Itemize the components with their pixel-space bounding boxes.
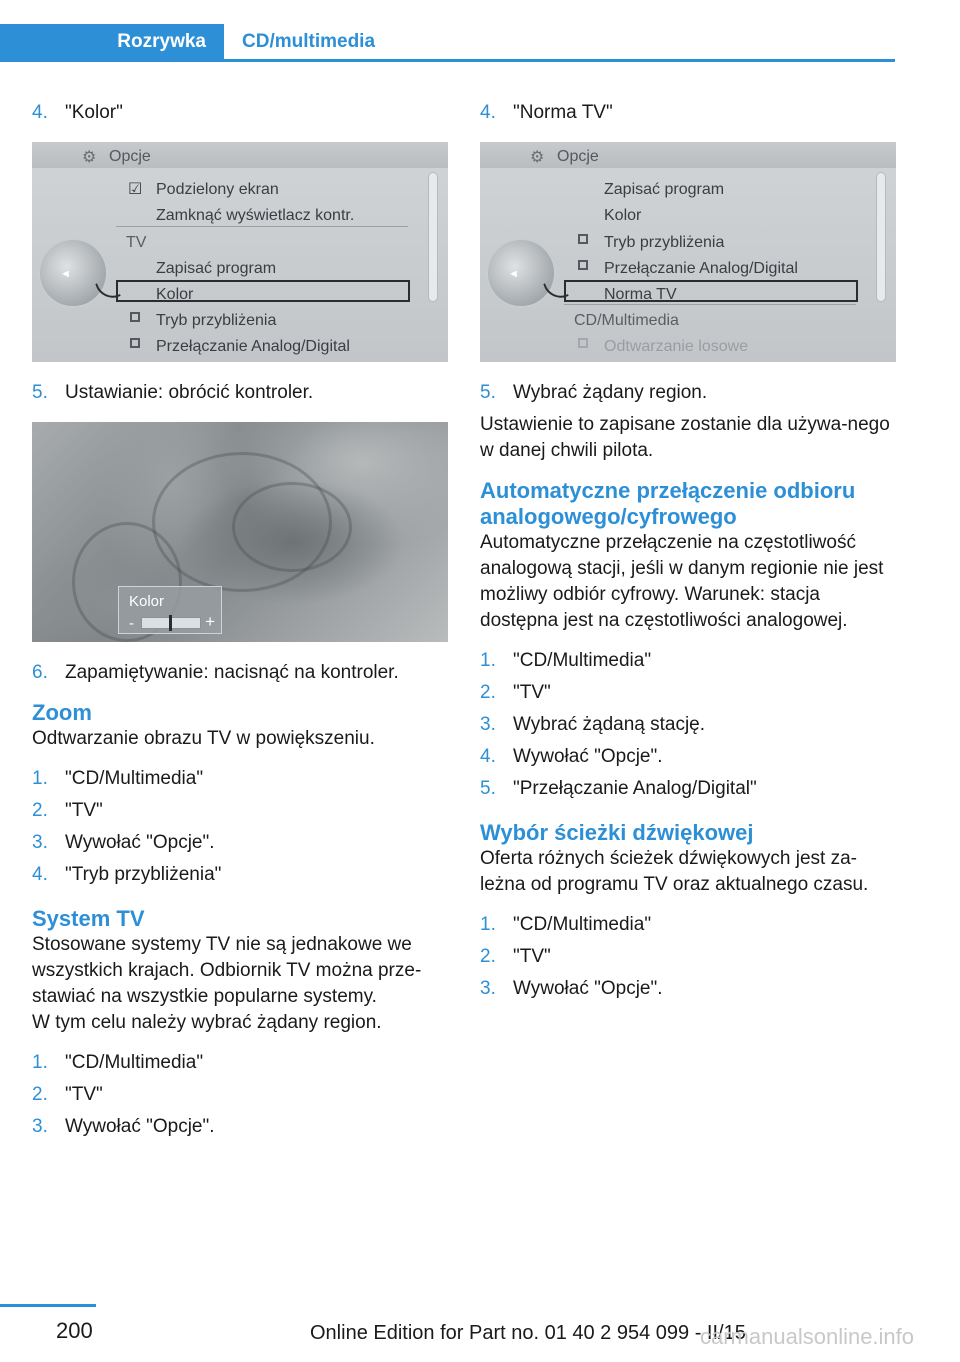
list-item bbox=[480, 912, 896, 938]
step-number: 1. bbox=[32, 768, 48, 789]
menu-item[interactable]: Zapisać program bbox=[156, 260, 277, 277]
step-text: "CD/Multimedia" bbox=[65, 768, 204, 789]
list-item bbox=[480, 712, 896, 738]
audio-body: Oferta różnych ścieżek dźwiękowych jest za-leżna od programu TV oraz aktualnego czasu. bbox=[480, 848, 869, 895]
list-item bbox=[480, 976, 896, 1002]
system-steps bbox=[32, 1050, 448, 1140]
step-text: Wywołać "Opcje". bbox=[513, 978, 663, 999]
step-number: 2. bbox=[32, 800, 48, 821]
options-screen-tv-norm bbox=[480, 142, 896, 362]
left-arrow-icon: ◄ bbox=[60, 268, 71, 280]
options-icon: ⚙ bbox=[82, 149, 97, 166]
step-text: "CD/Multimedia" bbox=[513, 650, 652, 671]
tab-cd-multimedia[interactable]: CD/multimedia bbox=[242, 31, 376, 52]
controller-knob-icon bbox=[486, 238, 556, 308]
audio-steps bbox=[480, 912, 896, 1002]
section-heading-auto-switch: Automatyczne przełączenie odbioru analogowego/cyfrowego bbox=[480, 478, 856, 529]
step-item bbox=[480, 100, 896, 126]
step-item bbox=[480, 380, 896, 406]
header-tabbar bbox=[0, 24, 895, 62]
step-text: "Kolor" bbox=[65, 102, 123, 123]
list-item bbox=[480, 744, 896, 770]
step-text: Ustawianie: obrócić kontroler. bbox=[65, 382, 314, 403]
footer-accent-line bbox=[0, 1304, 96, 1307]
list-item bbox=[32, 766, 448, 792]
menu-item[interactable]: Przełączanie Analog/Digital bbox=[604, 260, 798, 277]
menu-item[interactable]: Zamknąć wyświetlacz kontr. bbox=[156, 207, 355, 224]
list-item bbox=[32, 1050, 448, 1076]
menu-item[interactable]: Przełączanie Analog/Digital bbox=[156, 338, 350, 355]
step-text: "TV" bbox=[65, 800, 103, 821]
step-number: 4. bbox=[32, 864, 48, 885]
checkbox-icon bbox=[578, 338, 588, 348]
menu-item[interactable]: Podzielony ekran bbox=[156, 181, 279, 198]
auto-steps bbox=[480, 648, 896, 802]
minus-icon: - bbox=[129, 615, 134, 632]
list-item bbox=[480, 648, 896, 674]
step-item bbox=[32, 660, 448, 686]
check-icon: ☑ bbox=[128, 181, 143, 198]
system-body-2: W tym celu należy wybrać żądany region. bbox=[32, 1012, 382, 1033]
menu-item[interactable]: Kolor bbox=[604, 207, 642, 224]
tv-picture-photo bbox=[32, 422, 448, 642]
menu-section-label: TV bbox=[126, 234, 147, 251]
step-number: 1. bbox=[32, 1052, 48, 1073]
step-text: "Tryb przybliżenia" bbox=[65, 864, 222, 885]
edition-note: Online Edition for Part no. 01 40 2 954 099 - II/15 bbox=[310, 1322, 746, 1344]
options-screen-color bbox=[32, 142, 448, 362]
list-item bbox=[480, 944, 896, 970]
note-text: Ustawienie to zapisane zostanie dla używa-nego w danej chwili pilota. bbox=[480, 414, 890, 461]
plus-icon: + bbox=[205, 612, 215, 631]
step-number: 4. bbox=[480, 102, 496, 123]
menu-item-selected[interactable]: Kolor bbox=[156, 286, 194, 303]
section-heading-system-tv: System TV bbox=[32, 906, 145, 931]
step-text: "CD/Multimedia" bbox=[65, 1052, 204, 1073]
checkbox-icon bbox=[130, 312, 140, 322]
slider-marker bbox=[169, 615, 172, 631]
step-number: 6. bbox=[32, 662, 48, 683]
checkbox-icon bbox=[578, 260, 588, 270]
menu-item[interactable]: Tryb przybliżenia bbox=[156, 312, 277, 329]
step-number: 5. bbox=[32, 382, 48, 403]
step-text: Wywołać "Opcje". bbox=[65, 1116, 215, 1137]
step-text: Zapamiętywanie: nacisnąć na kontroler. bbox=[65, 662, 399, 683]
screen-title: Opcje bbox=[109, 148, 151, 165]
screen-title: Opcje bbox=[557, 148, 599, 165]
auto-body: Automatyczne przełączenie na częstotliwość analogową stacji, jeśli w danym regionie nie jest możliwy odbiór cyfrowy. Warunek: stacja dostępna jest na częstotliwości analogowej. bbox=[480, 532, 884, 631]
scrollbar bbox=[876, 172, 886, 302]
list-item bbox=[32, 798, 448, 824]
photo-detail bbox=[232, 482, 352, 572]
menu-item-disabled: Odtwarzanie losowe bbox=[604, 338, 749, 355]
step-text: "Norma TV" bbox=[513, 102, 613, 123]
zoom-steps bbox=[32, 766, 448, 888]
step-number: 4. bbox=[480, 746, 496, 767]
step-text: "TV" bbox=[65, 1084, 103, 1105]
checkbox-icon bbox=[130, 338, 140, 348]
step-number: 1. bbox=[480, 650, 496, 671]
step-item bbox=[32, 100, 448, 126]
step-number: 3. bbox=[480, 714, 496, 735]
menu-item-selected[interactable]: Norma TV bbox=[604, 286, 677, 303]
step-text: Wybrać żądany region. bbox=[513, 382, 708, 403]
left-column bbox=[32, 100, 448, 1158]
step-text: Wybrać żądaną stację. bbox=[513, 714, 706, 735]
step-number: 3. bbox=[32, 1116, 48, 1137]
zoom-body: Odtwarzanie obrazu TV w powiększeniu. bbox=[32, 728, 375, 749]
step-text: "Przełączanie Analog/Digital" bbox=[513, 778, 757, 799]
step-text: "TV" bbox=[513, 946, 551, 967]
tab-rozrywka[interactable]: Rozrywka bbox=[0, 24, 224, 60]
step-number: 4. bbox=[32, 102, 48, 123]
step-number: 2. bbox=[480, 946, 496, 967]
list-item bbox=[32, 1114, 448, 1140]
step-number: 5. bbox=[480, 382, 496, 403]
menu-section-label: CD/Multimedia bbox=[574, 312, 679, 329]
list-item bbox=[32, 862, 448, 888]
checkbox-icon bbox=[578, 234, 588, 244]
system-body: Stosowane systemy TV nie są jednakowe we wszystkich krajach. Odbiornik TV można prze-stawiać na wszystkie popularne systemy. bbox=[32, 934, 422, 1007]
watermark: carmanualsonline.info bbox=[700, 1324, 915, 1349]
list-item bbox=[480, 776, 896, 802]
step-number: 2. bbox=[32, 1084, 48, 1105]
step-text: Wywołać "Opcje". bbox=[513, 746, 663, 767]
step-text: Wywołać "Opcje". bbox=[65, 832, 215, 853]
step-text: "TV" bbox=[513, 682, 551, 703]
list-item bbox=[480, 680, 896, 706]
list-item bbox=[32, 1082, 448, 1108]
step-number: 3. bbox=[32, 832, 48, 853]
step-number: 1. bbox=[480, 914, 496, 935]
menu-item[interactable]: Zapisać program bbox=[604, 181, 725, 198]
right-column bbox=[480, 100, 896, 1020]
menu-item[interactable]: Tryb przybliżenia bbox=[604, 234, 725, 251]
step-number: 2. bbox=[480, 682, 496, 703]
left-arrow-icon: ◄ bbox=[508, 268, 519, 280]
step-number: 5. bbox=[480, 778, 496, 799]
color-label: Kolor bbox=[129, 593, 165, 610]
step-item bbox=[32, 380, 448, 406]
separator bbox=[564, 304, 856, 305]
section-heading-audio-track: Wybór ścieżki dźwiękowej bbox=[480, 820, 754, 845]
separator bbox=[116, 226, 408, 227]
page-number: 200 bbox=[56, 1318, 93, 1343]
section-heading-zoom: Zoom bbox=[32, 700, 92, 725]
controller-knob-icon bbox=[38, 238, 108, 308]
step-text: "CD/Multimedia" bbox=[513, 914, 652, 935]
scrollbar bbox=[428, 172, 438, 302]
color-adjust-panel bbox=[118, 586, 222, 634]
options-icon: ⚙ bbox=[530, 149, 545, 166]
step-number: 3. bbox=[480, 978, 496, 999]
list-item bbox=[32, 830, 448, 856]
